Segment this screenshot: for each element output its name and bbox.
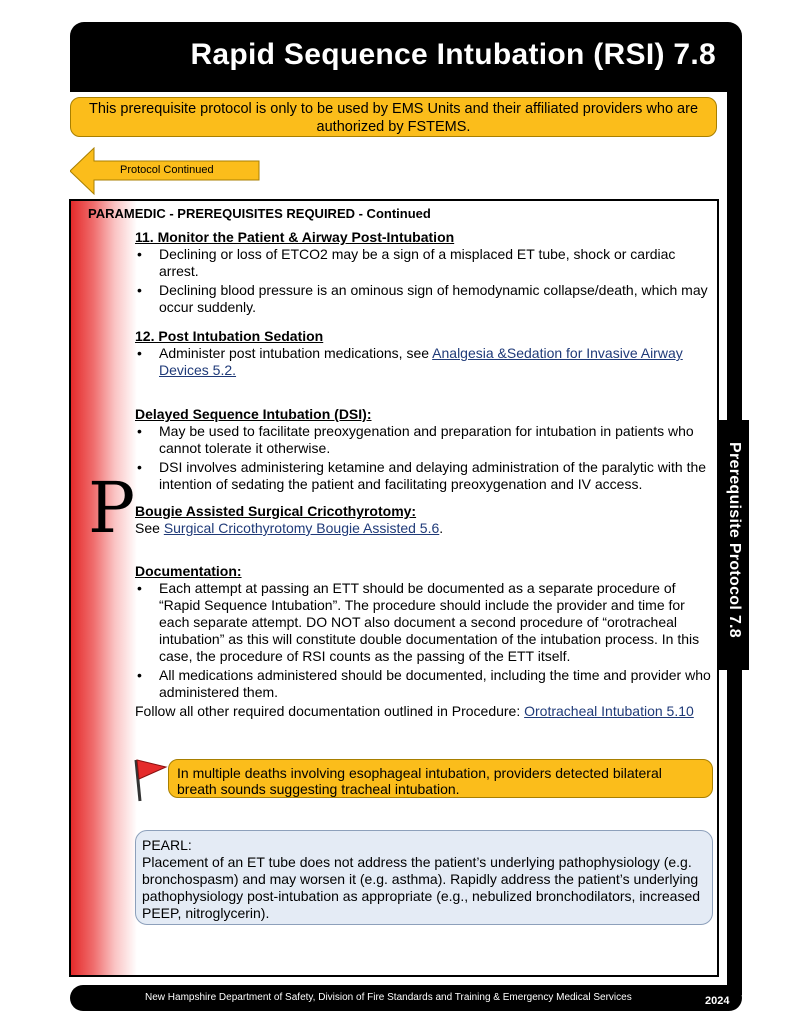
- analgesia-sedation-link[interactable]: Analgesia &Sedation for Invasive Airway Devices 5.2.: [159, 345, 683, 378]
- dsi-heading: Delayed Sequence Intubation (DSI):: [135, 406, 372, 422]
- paramedic-level-letter: P: [88, 467, 136, 549]
- orotracheal-intubation-link[interactable]: Orotracheal Intubation 5.10: [524, 703, 694, 719]
- warning-callout: In multiple deaths involving esophageal intubation, providers detected bilateral breath sounds suggesting tracheal intubation.: [168, 759, 713, 798]
- red-flag-icon: [130, 757, 168, 803]
- bougie-text: See Surgical Cricothyrotomy Bougie Assisted 5.6.: [135, 520, 444, 536]
- list-item: • Administer post intubation medications, see Analgesia &Sedation for Invasive Airway Devices 5.2.: [135, 345, 713, 379]
- side-protocol-label: Prerequisite Protocol 7.8: [726, 441, 743, 639]
- page-title: Rapid Sequence Intubation (RSI) 7.8: [190, 38, 716, 71]
- section-heading: PARAMEDIC - PREREQUISITES REQUIRED - Continued: [88, 206, 431, 221]
- footer-text: New Hampshire Department of Safety, Division of Fire Standards and Training & Emergency Medical Services: [145, 992, 632, 1003]
- section-12-heading: 12. Post Intubation Sedation: [135, 328, 324, 344]
- protocol-body: [135, 229, 713, 720]
- cricothyrotomy-link[interactable]: Surgical Cricothyrotomy Bougie Assisted 5.6: [163, 520, 440, 536]
- list-item: • Declining or loss of ETCO2 may be a sign of a misplaced ET tube, shock or cardiac arrest.: [135, 246, 713, 280]
- list-item: • Declining blood pressure is an ominous sign of hemodynamic collapse/death, which may occur suddenly.: [135, 282, 713, 316]
- list-item: • Each attempt at passing an ETT should be documented as a separate procedure of “Rapid Sequence Intubation”. The procedure should include the provider and time for each separate attempt. DO NOT also document a second procedure of “orotracheal intubation” as this will constitute double documentation of the intubation process. In this case, the procedure of RSI counts as the passing of the ETT itself.: [135, 580, 713, 665]
- list-item: • DSI involves administering ketamine and delaying administration of the paralytic with the intention of sedating the patient and facilitating preoxygenation and IV access.: [135, 459, 713, 493]
- pearl-label: PEARL:: [142, 837, 192, 853]
- list-item: • May be used to facilitate preoxygenation and preparation for intubation in patients who cannot tolerate it otherwise.: [135, 423, 713, 457]
- footer-year: 2024: [705, 995, 730, 1007]
- authorization-banner: This prerequisite protocol is only to be used by EMS Units and their affiliated providers who are authorized by FSTEMS.: [70, 97, 717, 137]
- list-item: • All medications administered should be documented, including the time and provider who administered them.: [135, 667, 713, 701]
- pearl-text: Placement of an ET tube does not address the patient’s underlying pathophysiology (e.g. bronchospasm) and may worsen it (e.g. asthma). Rapidly address the patient’s underlying pathophysiology post-intubation as appropriate (e.g., nebulized bronchodilators, increased PEEP, nitroglycerin).: [142, 854, 701, 921]
- pearl-callout: [135, 830, 713, 925]
- protocol-continued-link[interactable]: Protocol Continued: [120, 164, 214, 176]
- documentation-heading: Documentation:: [135, 563, 242, 579]
- documentation-follow: Follow all other required documentation outlined in Procedure: Orotracheal Intubation 5.10: [135, 703, 694, 719]
- bougie-heading: Bougie Assisted Surgical Cricothyrotomy:: [135, 503, 417, 519]
- section-11-heading: 11. Monitor the Patient & Airway Post-Intubation: [135, 229, 455, 245]
